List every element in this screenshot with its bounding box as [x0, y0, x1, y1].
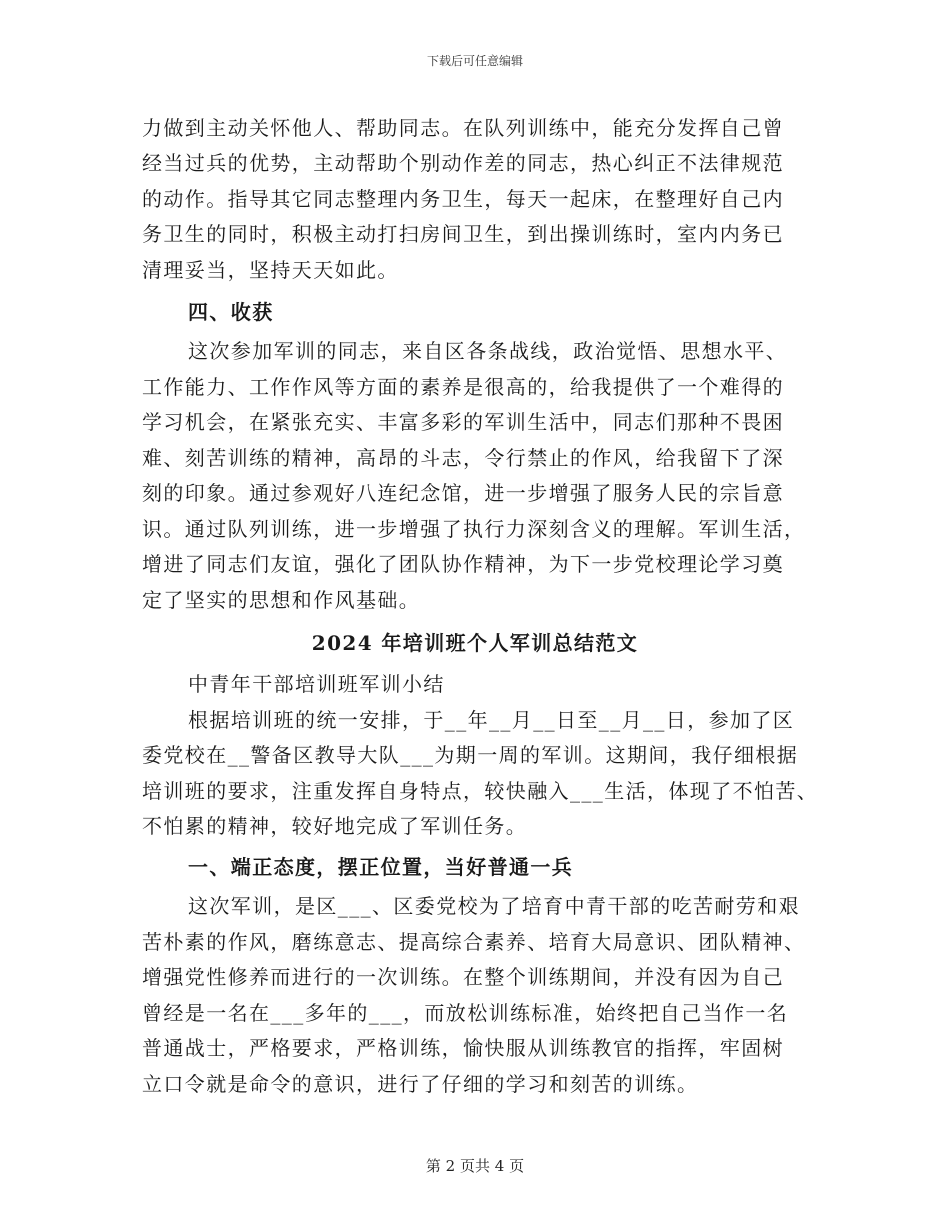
- section-heading: 一、端正态度，摆正位置，当好普通一兵: [188, 855, 574, 879]
- paragraph-line: 根据培训班的统一安排，于__年__月__日至__月__日，参加了区: [188, 708, 795, 732]
- paragraph-line: 普通战士，严格要求，严格训练，愉快服从训练教官的指挥，牢固树: [142, 1036, 784, 1060]
- paragraph-line: 立口令就是命令的意识，进行了仔细的学习和刻苦的训练。: [142, 1072, 699, 1096]
- subtitle-line: 中青年干部培训班军训小结: [188, 672, 445, 696]
- paragraph-line: 识。通过队列训练，进一步增强了执行力深刻含义的理解。军训生活，: [142, 517, 806, 541]
- paragraph-line: 经当过兵的优势，主动帮助个别动作差的同志，热心纠正不法律规范: [142, 151, 784, 175]
- document-title: 2024 年培训班个人军训总结范文: [311, 631, 639, 655]
- paragraph-line: 不怕累的精神，较好地完成了军训任务。: [142, 814, 528, 838]
- paragraph-line: 这次军训，是区___、区委党校为了培育中青干部的吃苦耐劳和艰: [188, 894, 800, 918]
- paragraph-line: 力做到主动关怀他人、帮助同志。在队列训练中，能充分发挥自己曾: [142, 116, 784, 140]
- paragraph-line: 学习机会，在紧张充实、丰富多彩的军训生活中，同志们那种不畏困: [142, 410, 784, 434]
- paragraph-line: 苦朴素的作风，磨练意志、提高综合素养、培育大局意识、团队精神、: [142, 930, 806, 954]
- paragraph-line: 务卫生的同时，积极主动打扫房间卫生，到出操训练时，室内内务已: [142, 222, 784, 246]
- paragraph-line: 委党校在__警备区教导大队___为期一周的军训。这期间，我仔细根据: [142, 743, 799, 767]
- paragraph-line: 曾经是一名在___多年的___，而放松训练标准，始终把自己当作一名: [142, 1001, 789, 1025]
- paragraph-line: 难、刻苦训练的精神，高昂的斗志，令行禁止的作风，给我留下了深: [142, 446, 784, 470]
- paragraph-line: 增进了同志们友谊，强化了团队协作精神，为下一步党校理论学习奠: [142, 552, 784, 576]
- paragraph-line: 刻的印象。通过参观好八连纪念馆，进一步增强了服务人民的宗旨意: [142, 481, 784, 505]
- section-heading: 四、收获: [188, 300, 274, 324]
- paragraph-line: 清理妥当，坚持天天如此。: [142, 258, 399, 282]
- paragraph-line: 的动作。指导其它同志整理内务卫生，每天一起床，在整理好自己内: [142, 187, 784, 211]
- page-header: 下载后可任意编辑: [426, 54, 523, 68]
- page-footer: 第 2 页共 4 页: [425, 1157, 525, 1175]
- paragraph-line: 这次参加军训的同志，来自区各条战线，政治觉悟、思想水平、: [188, 339, 788, 363]
- paragraph-line: 增强党性修养而进行的一次训练。在整个训练期间，并没有因为自己: [142, 965, 784, 989]
- paragraph-line: 工作能力、工作作风等方面的素养是很高的，给我提供了一个难得的: [142, 375, 784, 399]
- paragraph-line: 定了坚实的思想和作风基础。: [142, 588, 421, 612]
- paragraph-line: 培训班的要求，注重发挥自身特点，较快融入___生活，体现了不怕苦、: [142, 779, 819, 803]
